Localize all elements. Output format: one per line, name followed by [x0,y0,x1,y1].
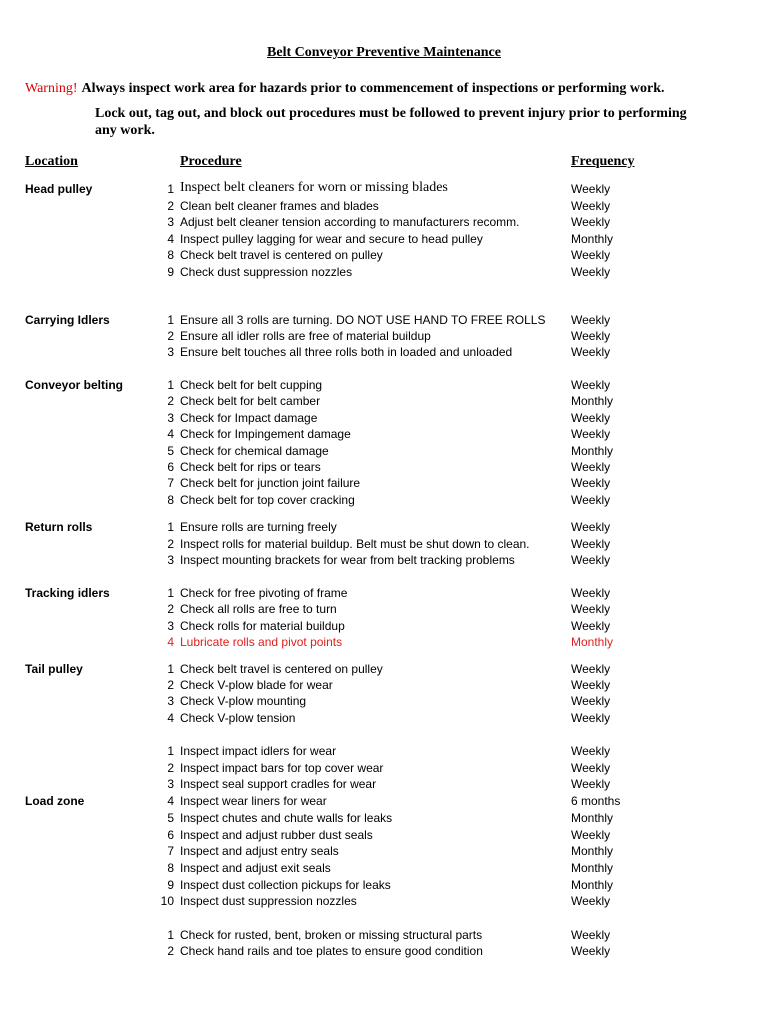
frequency-text: Weekly [571,760,611,775]
table-row [0,794,768,810]
table-row [0,711,768,727]
procedure-text: Inspect mounting brackets for wear from belt tracking problems [180,553,515,568]
frequency-text: Weekly [571,894,611,909]
warning-label: Warning! [25,81,78,96]
table-row [0,553,768,569]
frequency-text: Weekly [571,553,611,568]
procedure-text: Check belt for top cover cracking [180,492,355,507]
table-row [0,619,768,635]
frequency-text: Weekly [571,460,611,474]
procedure-text: Ensure rolls are turning freely [180,520,337,534]
step-number: 4 [167,710,174,725]
table-row [0,411,768,427]
step-number: 3 [167,553,174,568]
frequency-header: Frequency [571,154,635,169]
step-number: 6 [167,827,174,842]
frequency-text: Weekly [571,602,611,617]
procedure-text: Inspect and adjust exit seals [180,860,331,875]
frequency-text: Monthly [571,394,614,409]
frequency-text: Weekly [571,694,611,709]
step-number: 6 [167,460,174,474]
frequency-text: Weekly [571,777,611,792]
frequency-text: Weekly [571,492,611,507]
procedure-text: Adjust belt cleaner tension according to manufacturers recomm. [180,215,520,230]
table-row [0,493,768,509]
table-row [0,460,768,476]
frequency-text: Weekly [571,427,611,442]
section-location: Conveyor belting [25,378,124,392]
table-row [0,678,768,694]
frequency-text: Monthly [571,844,614,859]
frequency-text: Monthly [571,443,614,458]
frequency-text: Weekly [571,827,611,842]
step-number: 10 [160,894,174,909]
step-number: 2 [167,536,174,551]
procedure-text: Check for free pivoting of frame [180,586,348,600]
step-number: 4 [167,794,174,809]
step-number: 2 [167,329,174,344]
procedure-text: Inspect chutes and chute walls for leaks [180,810,393,825]
procedure-text: Inspect belt cleaners for worn or missing blades [180,180,448,195]
procedure-text: Check belt for belt cupping [180,378,323,392]
table-row [0,844,768,860]
warning-text: Always inspect work area for hazards prior to commencement of inspections or performing work. [81,81,665,96]
table-row [0,232,768,248]
table-row [0,265,768,281]
procedure-text: Check belt for rips or tears [180,460,321,474]
frequency-text: Weekly [571,536,611,551]
frequency-text: Weekly [571,678,611,693]
step-number: 5 [167,443,174,458]
step-number: 1 [167,182,174,196]
table-row [0,944,768,960]
procedure-text: Check for chemical damage [180,443,329,458]
procedure-text: Inspect and adjust entry seals [180,844,339,859]
procedure-text: Check belt for belt camber [180,394,321,409]
frequency-text: Monthly [571,634,614,649]
table-row [0,537,768,553]
section-location: Return rolls [25,520,93,534]
table-row [0,811,768,827]
step-number: 3 [167,345,174,360]
frequency-text: Weekly [571,476,611,491]
step-number: 3 [167,215,174,230]
frequency-text: Weekly [571,662,611,676]
frequency-text: Monthly [571,231,614,246]
procedure-text: Inspect wear liners for wear [180,794,327,809]
frequency-text: Weekly [571,710,611,725]
frequency-text: Monthly [571,860,614,875]
table-row [0,444,768,460]
table-row [0,520,768,536]
procedure-text: Inspect and adjust rubber dust seals [180,827,373,842]
table-row [0,313,768,329]
table-row [0,329,768,345]
step-number: 2 [167,602,174,617]
table-row [0,182,768,198]
step-number: 3 [167,777,174,792]
procedure-text: Check rolls for material buildup [180,618,345,633]
frequency-text: Weekly [571,520,611,534]
procedure-text: Inspect rolls for material buildup. Belt must be shut down to clean. [180,536,530,551]
step-number: 9 [167,877,174,892]
step-number: 1 [167,586,174,600]
table-row [0,777,768,793]
frequency-text: Weekly [571,329,611,344]
procedure-text: Inspect seal support cradles for wear [180,777,377,792]
step-number: 7 [167,844,174,859]
procedure-text: Ensure belt touches all three rolls both in loaded and unloaded [180,345,513,360]
procedure-text: Ensure all 3 rolls are turning. DO NOT USE HAND TO FREE ROLLS [180,313,546,327]
procedure-text: Check V-plow tension [180,710,296,725]
procedure-text: Check dust suppression nozzles [180,265,353,279]
table-row [0,828,768,844]
procedure-text: Inspect impact bars for top cover wear [180,760,384,775]
step-number: 4 [167,634,174,649]
frequency-text: Weekly [571,248,611,263]
table-row [0,586,768,602]
procedure-text: Clean belt cleaner frames and blades [180,198,379,213]
step-number: 9 [167,265,174,279]
procedure-text: Check for Impact damage [180,410,318,425]
step-number: 1 [167,662,174,676]
frequency-text: Weekly [571,928,611,942]
step-number: 2 [167,678,174,693]
procedure-text: Check all rolls are free to turn [180,602,337,617]
procedure-header: Procedure [180,154,242,169]
section-location: Tail pulley [25,662,83,676]
frequency-text: Weekly [571,182,611,196]
step-number: 3 [167,410,174,425]
table-row [0,761,768,777]
step-number: 8 [167,860,174,875]
frequency-text: 6 months [571,794,621,809]
frequency-text: Weekly [571,345,611,360]
location-header: Location [25,154,78,169]
frequency-text: Monthly [571,810,614,825]
procedure-text: Check V-plow mounting [180,694,307,709]
table-row [0,744,768,760]
table-row [0,427,768,443]
table-row [0,248,768,264]
table-row [0,215,768,231]
step-number: 4 [167,427,174,442]
frequency-text: Weekly [571,215,611,230]
table-row [0,861,768,877]
step-number: 3 [167,694,174,709]
procedure-text: Inspect impact idlers for wear [180,744,337,758]
section-location: Carrying Idlers [25,313,110,327]
section-location: Tracking idlers [25,586,110,600]
step-number: 1 [167,744,174,758]
step-number: 8 [167,248,174,263]
table-row [0,378,768,394]
section-location: Load zone [25,794,85,809]
procedure-text: Check hand rails and toe plates to ensure good condition [180,944,483,959]
step-number: 3 [167,618,174,633]
procedure-text: Check belt travel is centered on pulley [180,248,383,263]
step-number: 5 [167,810,174,825]
frequency-text: Weekly [571,313,611,327]
step-number: 1 [167,378,174,392]
frequency-text: Weekly [571,265,611,279]
frequency-text: Weekly [571,618,611,633]
table-row [0,894,768,910]
procedure-text: Check belt travel is centered on pulley [180,662,383,676]
table-row [0,602,768,618]
table-row [0,928,768,944]
step-number: 7 [167,476,174,491]
frequency-text: Weekly [571,744,611,758]
table-row [0,694,768,710]
procedure-text: Check belt for junction joint failure [180,476,361,491]
procedure-text: Inspect dust collection pickups for leaks [180,877,391,892]
step-number: 2 [167,760,174,775]
table-row [0,476,768,492]
procedure-text: Check V-plow blade for wear [180,678,333,693]
procedure-text: Inspect dust suppression nozzles [180,894,357,909]
frequency-text: Weekly [571,944,611,959]
step-number: 1 [167,313,174,327]
table-row [0,345,768,361]
step-number: 2 [167,944,174,959]
frequency-text: Monthly [571,877,614,892]
procedure-text: Inspect pulley lagging for wear and secure to head pulley [180,231,483,246]
table-row [0,199,768,215]
lockout-notice: Lock out, tag out, and block out procedures must be followed to prevent injury prior to performing any work. [95,106,687,138]
frequency-text: Weekly [571,586,611,600]
table-row [0,878,768,894]
step-number: 8 [167,492,174,507]
step-number: 1 [167,928,174,942]
procedure-text: Check for Impingement damage [180,427,351,442]
procedure-text: Ensure all idler rolls are free of material buildup [180,329,431,344]
warning-line [25,81,665,97]
section-location: Head pulley [25,182,93,196]
procedure-text: Check for rusted, bent, broken or missing structural parts [180,928,483,942]
frequency-text: Weekly [571,410,611,425]
step-number: 4 [167,231,174,246]
step-number: 1 [167,520,174,534]
table-row [0,662,768,678]
table-row [0,394,768,410]
step-number: 2 [167,394,174,409]
frequency-text: Weekly [571,378,611,392]
table-row [0,635,768,651]
frequency-text: Weekly [571,198,611,213]
page-title: Belt Conveyor Preventive Maintenance [267,45,501,60]
procedure-text: Lubricate rolls and pivot points [180,634,343,649]
step-number: 2 [167,198,174,213]
